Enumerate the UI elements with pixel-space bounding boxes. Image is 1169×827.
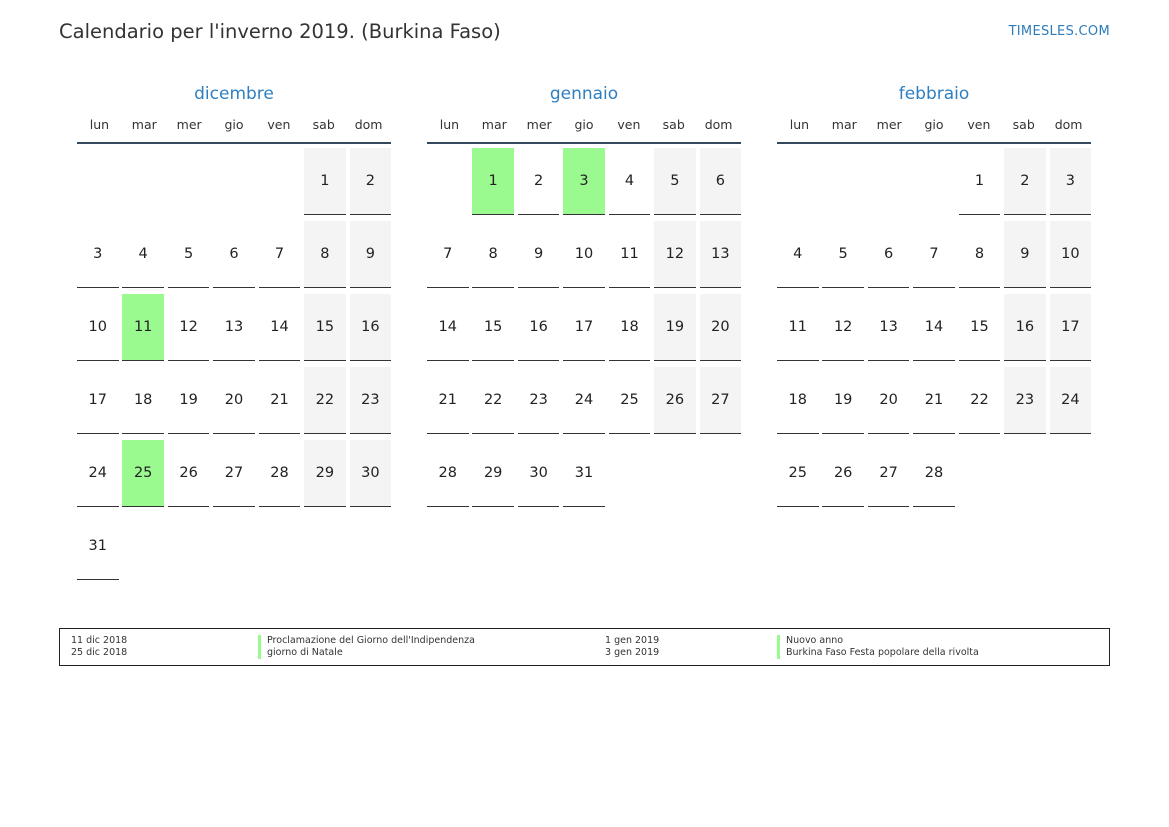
day-cell: 11 bbox=[609, 221, 651, 288]
day-cell: 26 bbox=[822, 440, 864, 507]
holiday-day-cell: 3 bbox=[563, 148, 605, 215]
day-cell: 18 bbox=[122, 367, 164, 434]
day-cell: 5 bbox=[168, 221, 210, 288]
day-cell: 25 bbox=[609, 367, 651, 434]
day-cell: 16 bbox=[350, 294, 392, 361]
weekday-header bbox=[427, 106, 741, 144]
day-cell: 20 bbox=[213, 367, 255, 434]
day-cell: 17 bbox=[1050, 294, 1092, 361]
day-cell: 19 bbox=[168, 367, 210, 434]
day-cell: 28 bbox=[259, 440, 301, 507]
day-cell: 12 bbox=[822, 294, 864, 361]
month-name: dicembre bbox=[194, 84, 274, 104]
weekday-label: lun bbox=[789, 117, 810, 132]
month-name: gennaio bbox=[549, 84, 619, 104]
day-cell: 30 bbox=[350, 440, 392, 507]
day-cell: 17 bbox=[563, 294, 605, 361]
day-cell: 24 bbox=[563, 367, 605, 434]
weekday-label: mar bbox=[131, 117, 157, 132]
day-cell: 10 bbox=[77, 294, 119, 361]
weekday-label: mer bbox=[876, 117, 902, 132]
month-name: febbraio bbox=[898, 84, 970, 104]
day-cell: 18 bbox=[609, 294, 651, 361]
day-cell: 12 bbox=[168, 294, 210, 361]
weekday-label: lun bbox=[89, 117, 110, 132]
day-cell: 27 bbox=[213, 440, 255, 507]
day-cell: 5 bbox=[654, 148, 696, 215]
day-cell: 21 bbox=[259, 367, 301, 434]
day-cell: 23 bbox=[350, 367, 392, 434]
day-cell: 17 bbox=[77, 367, 119, 434]
day-cell: 29 bbox=[472, 440, 514, 507]
day-cell: 27 bbox=[700, 367, 742, 434]
day-cell: 7 bbox=[259, 221, 301, 288]
holiday-legend bbox=[59, 628, 1110, 666]
day-cell: 7 bbox=[913, 221, 955, 288]
day-cell: 26 bbox=[654, 367, 696, 434]
month-febbraio bbox=[777, 82, 1091, 481]
day-cell: 11 bbox=[777, 294, 819, 361]
weekday-label: dom bbox=[1054, 117, 1083, 132]
weekday-label: gio bbox=[574, 117, 594, 132]
weekday-label: mer bbox=[176, 117, 202, 132]
legend-holiday: giorno di Natale bbox=[258, 647, 343, 659]
day-cell: 1 bbox=[959, 148, 1001, 215]
day-cell: 14 bbox=[259, 294, 301, 361]
day-cell: 24 bbox=[1050, 367, 1092, 434]
day-cell: 19 bbox=[654, 294, 696, 361]
day-cell: 22 bbox=[304, 367, 346, 434]
weekday-header bbox=[777, 106, 1091, 144]
day-cell: 20 bbox=[868, 367, 910, 434]
weekday-label: sab bbox=[662, 117, 685, 132]
day-cell: 22 bbox=[472, 367, 514, 434]
weekday-label: ven bbox=[267, 117, 291, 132]
holiday-day-cell: 11 bbox=[122, 294, 164, 361]
day-cell: 4 bbox=[609, 148, 651, 215]
day-cell: 2 bbox=[1004, 148, 1046, 215]
day-cell: 22 bbox=[959, 367, 1001, 434]
day-cell: 23 bbox=[518, 367, 560, 434]
month-gennaio bbox=[427, 82, 741, 481]
weekday-label: gio bbox=[224, 117, 244, 132]
day-cell: 27 bbox=[868, 440, 910, 507]
legend-holiday: Nuovo anno bbox=[777, 635, 843, 647]
day-cell: 14 bbox=[427, 294, 469, 361]
day-cell: 9 bbox=[1004, 221, 1046, 288]
day-cell: 4 bbox=[122, 221, 164, 288]
weekday-label: mar bbox=[481, 117, 507, 132]
day-cell: 8 bbox=[472, 221, 514, 288]
day-cell: 6 bbox=[213, 221, 255, 288]
weekday-label: ven bbox=[617, 117, 641, 132]
holiday-day-cell: 25 bbox=[122, 440, 164, 507]
weekday-label: sab bbox=[1012, 117, 1035, 132]
day-cell: 13 bbox=[868, 294, 910, 361]
day-cell: 13 bbox=[213, 294, 255, 361]
day-cell: 7 bbox=[427, 221, 469, 288]
weekday-label: ven bbox=[967, 117, 991, 132]
day-cell: 24 bbox=[77, 440, 119, 507]
day-cell: 10 bbox=[1050, 221, 1092, 288]
day-cell: 1 bbox=[304, 148, 346, 215]
day-cell: 3 bbox=[1050, 148, 1092, 215]
day-cell: 26 bbox=[168, 440, 210, 507]
day-cell: 21 bbox=[913, 367, 955, 434]
day-cell: 8 bbox=[304, 221, 346, 288]
legend-date: 1 gen 2019 bbox=[605, 635, 660, 646]
legend-date: 11 dic 2018 bbox=[71, 635, 128, 646]
day-cell: 2 bbox=[518, 148, 560, 215]
legend-date: 25 dic 2018 bbox=[71, 647, 128, 658]
day-cell: 31 bbox=[77, 513, 119, 580]
day-cell: 2 bbox=[350, 148, 392, 215]
weekday-label: sab bbox=[312, 117, 335, 132]
day-cell: 15 bbox=[472, 294, 514, 361]
day-cell: 31 bbox=[563, 440, 605, 507]
weekday-label: dom bbox=[354, 117, 383, 132]
site-link[interactable]: TIMESLES.COM bbox=[1008, 24, 1110, 39]
page-title: Calendario per l'inverno 2019. (Burkina Faso) bbox=[59, 20, 501, 43]
weekday-label: dom bbox=[704, 117, 733, 132]
day-cell: 12 bbox=[654, 221, 696, 288]
day-cell: 18 bbox=[777, 367, 819, 434]
day-cell: 13 bbox=[700, 221, 742, 288]
day-cell: 28 bbox=[427, 440, 469, 507]
legend-holiday: Burkina Faso Festa popolare della rivolta bbox=[777, 647, 979, 659]
day-cell: 3 bbox=[77, 221, 119, 288]
day-cell: 20 bbox=[700, 294, 742, 361]
day-cell: 21 bbox=[427, 367, 469, 434]
day-cell: 15 bbox=[959, 294, 1001, 361]
month-dicembre bbox=[77, 82, 391, 554]
weekday-label: mer bbox=[526, 117, 552, 132]
day-cell: 16 bbox=[1004, 294, 1046, 361]
weekday-header bbox=[77, 106, 391, 144]
day-cell: 9 bbox=[518, 221, 560, 288]
day-cell: 5 bbox=[822, 221, 864, 288]
day-cell: 30 bbox=[518, 440, 560, 507]
day-cell: 25 bbox=[777, 440, 819, 507]
legend-date: 3 gen 2019 bbox=[605, 647, 660, 658]
day-cell: 14 bbox=[913, 294, 955, 361]
day-cell: 16 bbox=[518, 294, 560, 361]
day-cell: 28 bbox=[913, 440, 955, 507]
day-cell: 10 bbox=[563, 221, 605, 288]
day-cell: 23 bbox=[1004, 367, 1046, 434]
day-cell: 29 bbox=[304, 440, 346, 507]
legend-holiday: Proclamazione del Giorno dell'Indipendenza bbox=[258, 635, 475, 647]
weekday-label: gio bbox=[924, 117, 944, 132]
day-cell: 4 bbox=[777, 221, 819, 288]
weekday-label: lun bbox=[439, 117, 460, 132]
day-cell: 15 bbox=[304, 294, 346, 361]
day-cell: 6 bbox=[700, 148, 742, 215]
holiday-day-cell: 1 bbox=[472, 148, 514, 215]
day-cell: 6 bbox=[868, 221, 910, 288]
weekday-label: mar bbox=[831, 117, 857, 132]
day-cell: 8 bbox=[959, 221, 1001, 288]
day-cell: 19 bbox=[822, 367, 864, 434]
day-cell: 9 bbox=[350, 221, 392, 288]
